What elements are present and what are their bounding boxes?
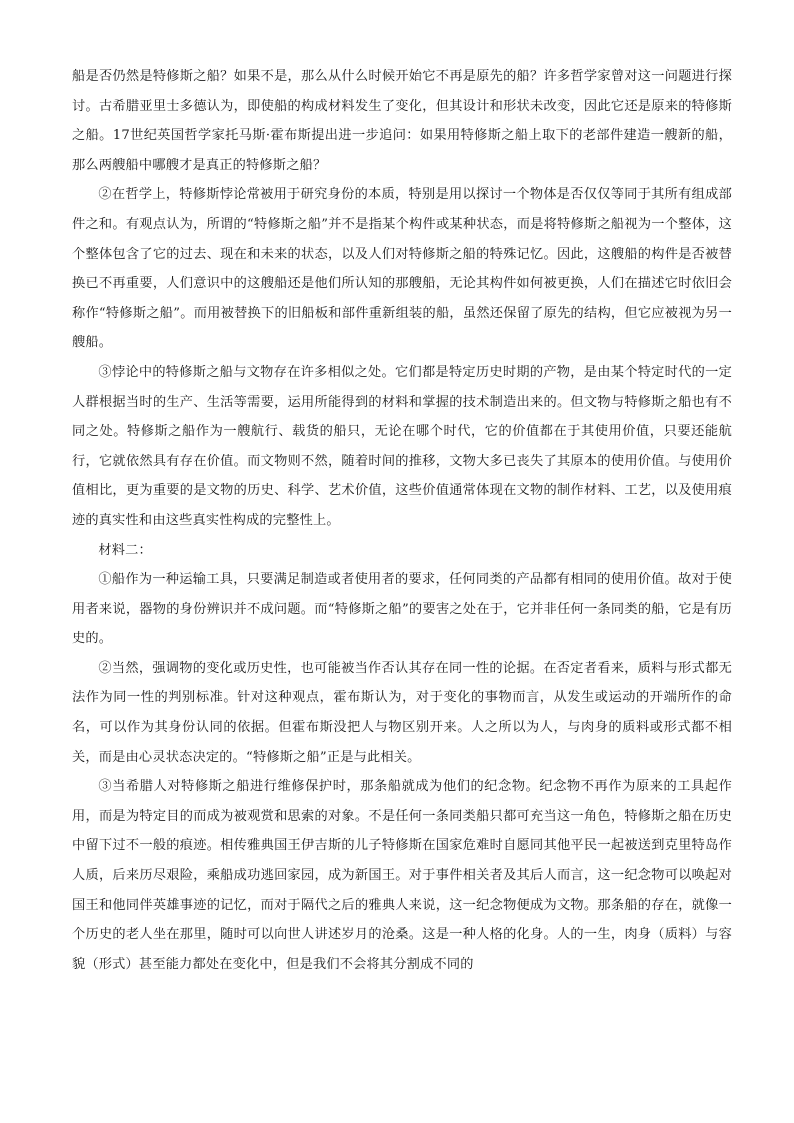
paragraph-material1-2: ②在哲学上，特修斯悖论常被用于研究身份的本质，特别是用以探讨一个物体是否仅仅等同于其所有组成部件之和。有观点认为，所谓的“特修斯之船”并不是指某个构件或某种状态，而是将特修斯之船视为一个整体，这个整体包含了它的过去、现在和未来的状态，以及人们对特修斯之船的特殊记忆。因此，这艘船的构件是否被替换已不再重要，人们意识中的这艘船还是他们所认知的那艘船，无论其构件如何被更换，人们在描述它时依旧会称作“特修斯之船”。而用被替换下的旧船板和部件重新组装的船，虽然还保留了原先的结构，但它应被视为另一艘船。 (72, 187, 732, 351)
paragraph-material2-2: ②当然，强调物的变化或历史性，也可能被当作否认其存在同一性的论据。在否定者看来，质料与形式都无法作为同一性的判别标准。针对这种观点，霍布斯认为，对于变化的事物而言，从发生或运动的开端所作的命名，可以作为其身份认同的依据。但霍布斯没把人与物区别开来。人之所以为人，与肉身的质料或形式都不相关，而是由心灵状态决定的。“特修斯之船”正是与此相关。 (72, 660, 732, 765)
paragraph-material2-3: ③当希腊人对特修斯之船进行维修保护时，那条船就成为他们的纪念物。纪念物不再作为原来的工具起作用，而是为特定目的而成为被观赏和思索的对象。不是任何一条同类船只都可充当这一角色，特修斯之船在历史中留下过不一般的痕迹。相传雅典国王伊吉斯的儿子特修斯在国家危难时自愿同其他平民一起被送到克里特岛作人质，后来历尽艰险，乘船成功逃回家园，成为新国王。对于事件相关者及其后人而言，这一纪念物可以唤起对国王和他同伴英雄事迹的记忆，而对于隔代之后的雅典人来说，这一纪念物便成为文物。那条船的存在，就像一个历史的老人坐在那里，随时可以向世人讲述岁月的沧桑。这是一种人格的化身。人的一生，肉身（质料）与容貌（形式）甚至能力都处在变化中，但是我们不会将其分割成不同的 (72, 779, 732, 972)
paragraph-intro-continued: 船是否仍然是特修斯之船？如果不是，那么从什么时候开始它不再是原先的船？许多哲学家曾对这一问题进行探讨。古希腊亚里士多德认为，即使船的构成材料发生了变化，但其设计和形状未改变，因此它还是原来的特修斯之船。17世纪英国哲学家托马斯·霍布斯提出进一步追问：如果用特修斯之船上取下的老部件建造一艘新的船，那么两艘船中哪艘才是真正的特修斯之船？ (72, 69, 732, 173)
document-page (72, 62, 732, 979)
paragraph-material2-1: ①船作为一种运输工具，只要满足制造或者使用者的要求，任何同类的产品都有相同的使用价值。故对于使用者来说，器物的身份辨识并不成问题。而“特修斯之船”的要害之处在于，它并非任何一条同类的船，它是有历史的。 (72, 572, 732, 647)
paragraph-material1-3: ③悖论中的特修斯之船与文物存在许多相似之处。它们都是特定历史时期的产物，是由某个特定时代的一定人群根据当时的生产、生活等需要，运用所能得到的材料和掌握的技术制造出来的。但文物与特修斯之船也有不同之处。特修斯之船作为一艘航行、载货的船只，无论在哪个时代，它的价值都在于其使用价值，只要还能航行，它就依然具有存在价值。而文物则不然，随着时间的推移，文物大多已丧失了其原本的使用价值。与使用价值相比，更为重要的是文物的历史、科学、艺术价值，这些价值通常体现在文物的制作材料、工艺，以及使用痕迹的真实性和由这些真实性构成的完整性上。 (72, 364, 732, 528)
section-heading-material2: 材料二： (98, 542, 152, 558)
